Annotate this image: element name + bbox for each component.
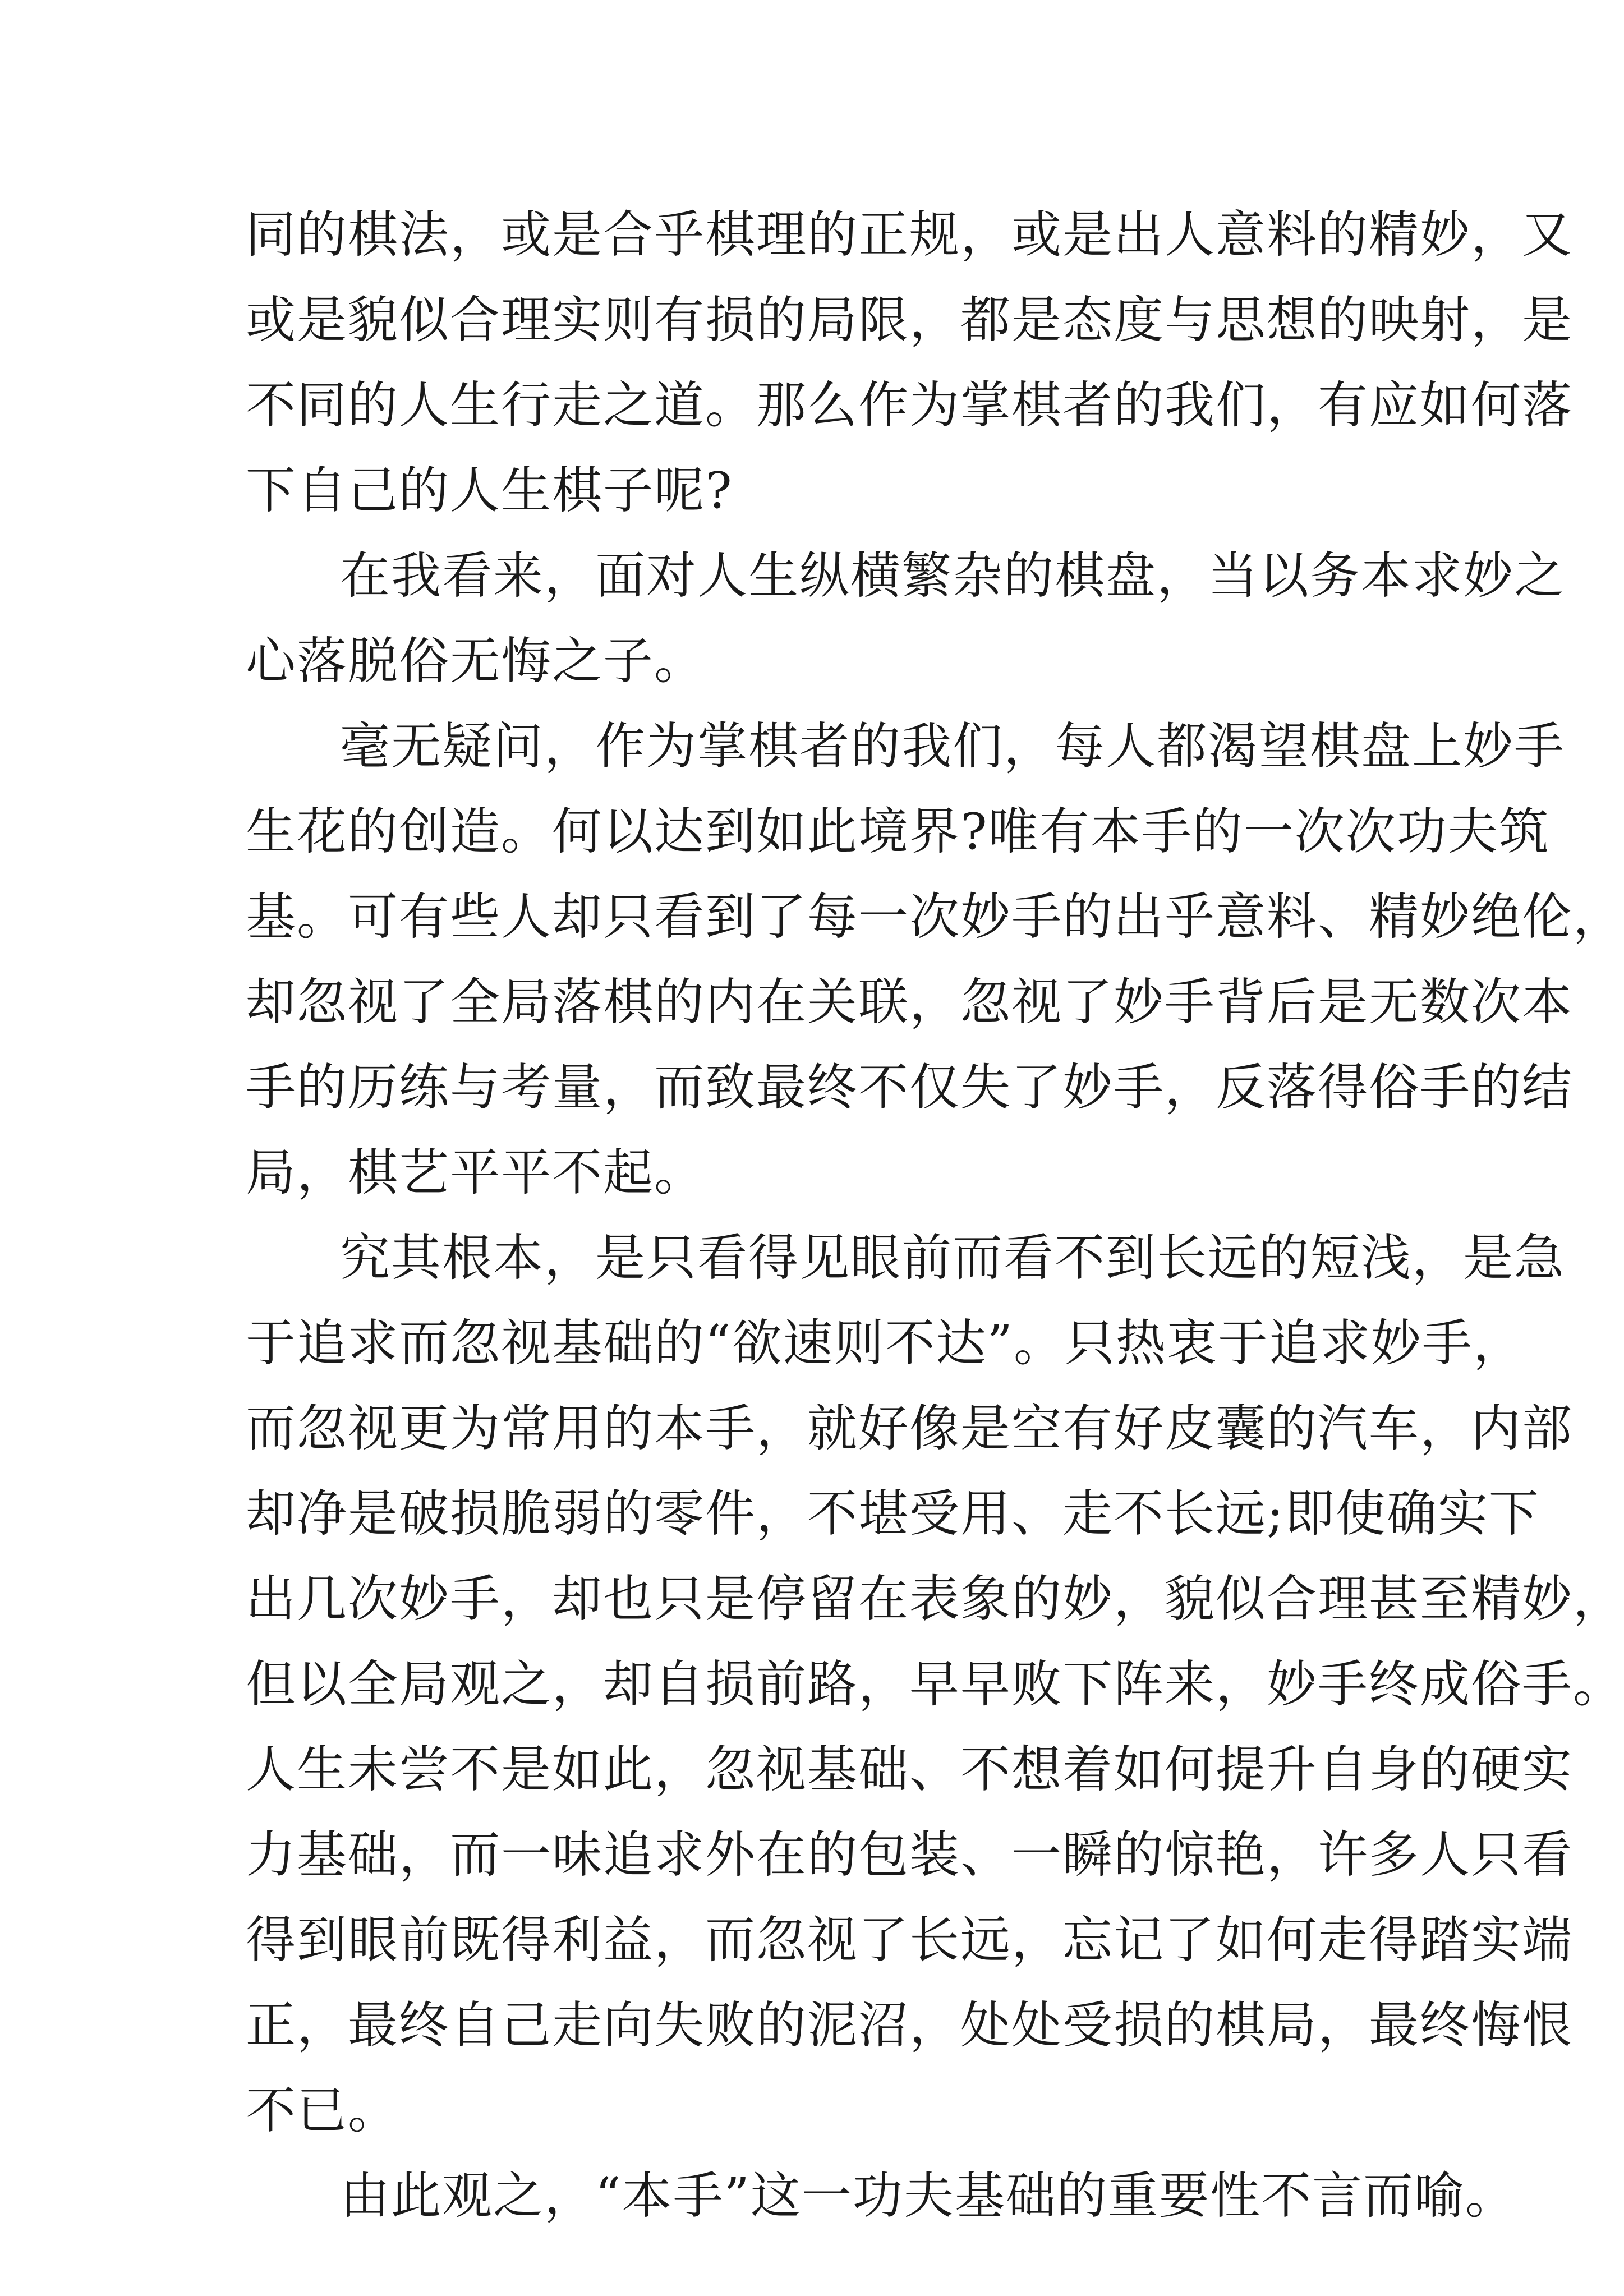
text-line: 局，棋艺平平不起。 (246, 1143, 705, 1202)
text-line: 而忽视更为常用的本手，就好像是空有好皮囊的汽车，内部 (246, 1399, 1573, 1457)
text-line: 在我看来，面对人生纵横繁杂的棋盘，当以务本求妙之 (340, 546, 1565, 605)
text-line: 不已。 (246, 2081, 399, 2139)
text-line: 人生未尝不是如此，忽视基础、不想着如何提升自身的硬实 (246, 1740, 1573, 1798)
essay-body (246, 192, 1624, 2238)
text-line: 正，最终自己走向失败的泥沼，处处受损的棋局，最终悔恨 (246, 1996, 1573, 2054)
text-line: 于追求而忽视基础的“欲速则不达”。只热衷于追求妙手， (246, 1314, 1524, 1372)
text-line: 下自己的人生棋子呢? (246, 461, 733, 519)
text-line: 由此观之，“本手”这一功夫基础的重要性不言而喻。 (340, 2166, 1516, 2225)
text-line: 心落脱俗无悔之子。 (246, 632, 705, 690)
text-line: 基。可有些人却只看到了每一次妙手的出乎意料、精妙绝伦， (246, 887, 1624, 946)
text-line: 却净是破损脆弱的零件，不堪受用、走不长远;即使确实下 (246, 1484, 1540, 1543)
text-line: 究其根本，是只看得见眼前而看不到长远的短浅，是急 (340, 1228, 1565, 1287)
text-line: 手的历练与考量，而致最终不仅失了妙手，反落得俗手的结 (246, 1058, 1573, 1116)
text-line: 不同的人生行走之道。那么作为掌棋者的我们，有应如何落 (246, 376, 1573, 434)
text-line: 或是貌似合理实则有损的局限，都是态度与思想的映射，是 (246, 291, 1573, 349)
text-line: 毫无疑问，作为掌棋者的我们，每人都渴望棋盘上妙手 (340, 717, 1565, 775)
text-line: 却忽视了全局落棋的内在关联，忽视了妙手背后是无数次本 (246, 973, 1573, 1031)
text-line: 但以全局观之，却自损前路，早早败下阵来，妙手终成俗手。 (246, 1655, 1624, 1713)
text-line: 出几次妙手，却也只是停留在表象的妙，貌似合理甚至精妙， (246, 1570, 1624, 1628)
text-line: 力基础，而一味追求外在的包装、一瞬的惊艳，许多人只看 (246, 1825, 1573, 1884)
text-line: 生花的创造。何以达到如此境界?唯有本手的一次次功夫筑 (246, 802, 1550, 861)
text-line: 得到眼前既得利益，而忽视了长远，忘记了如何走得踏实端 (246, 1911, 1573, 1969)
text-line: 同的棋法，或是合乎棋理的正规，或是出人意料的精妙，又 (246, 205, 1573, 264)
